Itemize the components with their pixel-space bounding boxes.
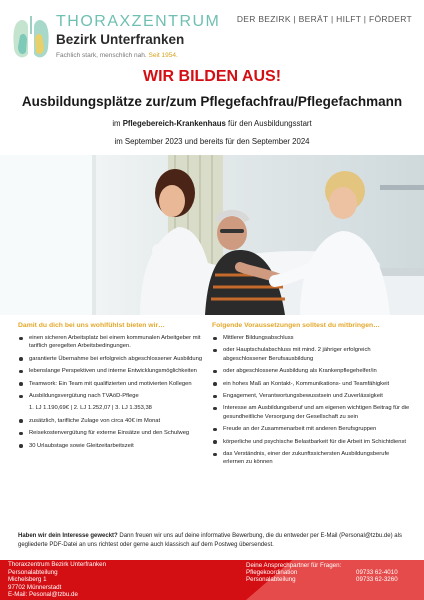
list-item: Mittlerer Bildungsabschluss xyxy=(212,334,412,342)
list-item: Engagement, Verantwortungsbewusstsein und Zuverlässigkeit xyxy=(212,392,412,400)
benefits-column xyxy=(18,322,208,454)
logo-title: THORAXZENTRUM xyxy=(56,13,221,30)
intro-line-2: im September 2023 und bereits für den September 2024 xyxy=(114,137,310,146)
lungs-logo-icon xyxy=(12,14,50,62)
logo-tagline-text: Fachlich stark, menschlich nah. xyxy=(56,52,147,59)
hero-photo xyxy=(0,155,424,315)
subheadline: Ausbildungsplätze zur/zum Pflegefachfrau/Pflegefachmann xyxy=(21,94,403,109)
benefits-heading: Damit du dich bei uns wohlfühlst bieten wir… xyxy=(18,322,165,329)
footer-contact-row xyxy=(246,576,398,583)
logo xyxy=(12,12,221,67)
header-motto: DER BEZIRK | BERÄT | HILFT | FÖRDERT xyxy=(236,14,412,24)
list-item: zusätzlich, tarifliche Zulage von circa 40€ im Monat xyxy=(18,417,208,425)
footer-address-line: Personalabteilung xyxy=(8,568,58,576)
list-item: Freude an der Zusammenarbeit mit anderen Berufsgruppen xyxy=(212,425,412,433)
list-item: garantierte Übernahme bei erfolgreich abgeschlossener Ausbildung xyxy=(18,355,208,363)
footer-email[interactable]: E-Mail: Pesonal@tzbu.de xyxy=(8,591,78,599)
benefits-list xyxy=(18,334,208,450)
footer-contact-row xyxy=(246,569,398,576)
logo-tagline-accent: Seit 1954. xyxy=(148,52,178,59)
list-item: oder abgeschlossene Ausbildung als Krankenpflegehelfer/in xyxy=(212,367,412,375)
contact-phone[interactable]: 09733 62-4010 xyxy=(356,569,398,576)
logo-tagline xyxy=(56,52,178,59)
intro-line-1-bold: Pflegebereich-Krankenhaus xyxy=(122,119,226,128)
list-item: einen sicheren Arbeitsplatz bei einem kommunalen Arbeitgeber mit tariflich geregelten Arbeitsbedingungen. xyxy=(18,334,208,351)
footer-address-line: Michelsberg 1 xyxy=(8,576,47,584)
logo-subtitle: Bezirk Unterfranken xyxy=(56,32,185,47)
list-item: Reisekostenvergütung für externe Einsätze und den Schulweg xyxy=(18,429,208,437)
contact-phone[interactable]: 09733 62-3260 xyxy=(356,576,398,583)
list-item: ein hohes Maß an Kontakt-, Kommunikations- und Teamfähigkeit xyxy=(212,380,412,388)
footer-address-line: 97702 Münnerstadt xyxy=(8,583,62,591)
application-note xyxy=(18,532,410,549)
footer-contacts xyxy=(246,562,398,583)
list-item: oder Hauptschulabschluss mit mind. 2 jähriger erfolgreich abgeschlossener Berufsausbildung xyxy=(212,346,412,363)
intro-line-1 xyxy=(0,119,424,128)
intro-line-1-pre: im xyxy=(112,119,123,128)
list-item: das Verständnis, einer der zukunftssichersten Ausbildungsberufe erlernen zu können xyxy=(212,450,412,467)
requirements-column xyxy=(212,322,412,471)
list-item: 1. LJ 1.190,69€ | 2. LJ 1.252,07 | 3. LJ 1.353,38 xyxy=(29,405,152,412)
requirements-list xyxy=(212,334,412,467)
footer-contact-heading: Deine Ansprechpartner für Fragen: xyxy=(246,562,342,569)
list-item: lebenslange Perspektiven und interne Entwicklungsmöglichkeiten xyxy=(18,367,208,375)
footer-address xyxy=(8,561,106,599)
contact-label: Personalabteilung xyxy=(246,576,296,583)
list-item: Interesse am Ausbildungsberuf und am eigenen wichtigen Beitrag für die gesundheitliche Versorgung der Gesellschaft zu sein xyxy=(212,404,412,421)
list-item: körperliche und psychische Belastbarkeit für die Arbeit im Schichtdienst xyxy=(212,438,412,446)
footer-address-line: Thoraxzentrum Bezirk Unterfranken xyxy=(8,561,107,568)
requirements-heading: Folgende Voraussetzungen solltest du mitbringen… xyxy=(212,322,380,329)
list-item: 30 Urlaubstage sowie Gleitzeitarbeitszeit xyxy=(18,442,208,450)
list-item: Ausbildungsvergütung nach TVAöD-Pflege xyxy=(18,392,208,400)
application-note-lead: Haben wir dein Interesse geweckt? xyxy=(18,533,118,539)
contact-label: Pflegekoordination xyxy=(246,569,298,576)
list-item: Teamwork: Ein Team mit qualifizierten und motivierten Kollegen xyxy=(18,380,208,388)
footer xyxy=(0,560,424,600)
intro-line-1-post: für den Ausbildungsstart xyxy=(225,119,312,128)
application-note-text: Dann freuen wir uns auf deine informative Bewerbung, die du entweder per E-Mail (Personal@tzbu.de) als gegliederte PDF-Datei an uns richtest oder gerne auch klassisch auf dem Postweg übersendest. xyxy=(18,533,402,548)
headline: WIR BILDEN AUS! xyxy=(142,68,282,85)
